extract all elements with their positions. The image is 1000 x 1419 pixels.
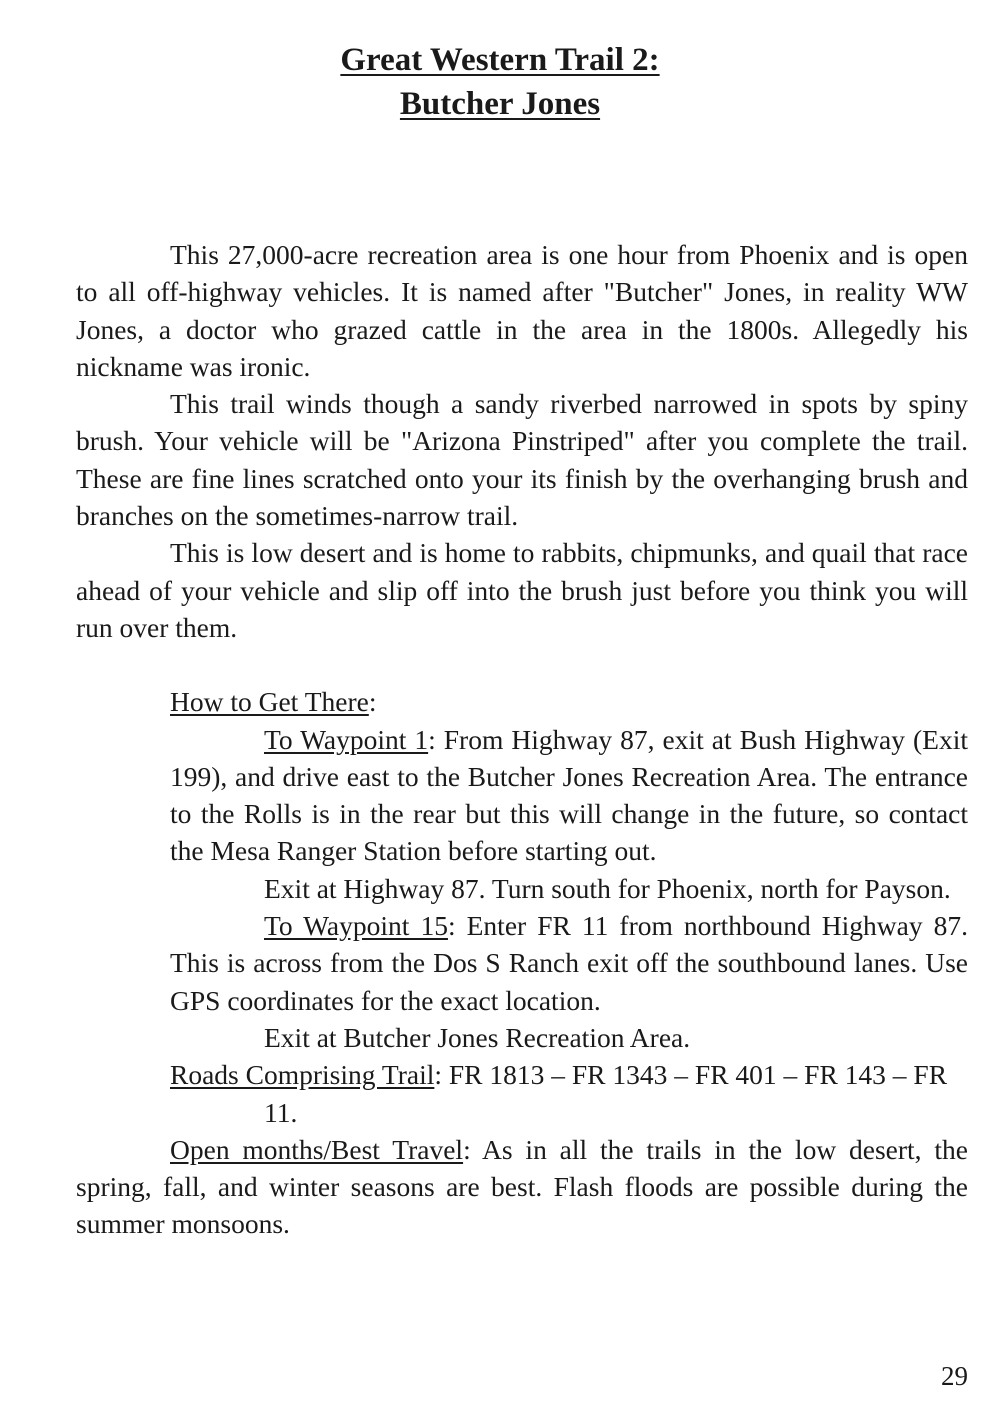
how-to-heading-label: How to Get There (170, 686, 369, 718)
how-to-heading (170, 683, 968, 720)
open-months-text: : As in all the trails in the low desert, the spring, fall, and winter seasons are best. Flash floods are possible during the summer monsoons. (76, 1133, 969, 1240)
waypoint-15-exit: Exit at Butcher Jones Recreation Area. (264, 1021, 691, 1053)
waypoint-15-directions (170, 907, 968, 1019)
page-title (0, 38, 1000, 126)
waypoint-1-directions (170, 721, 968, 870)
roads-text: : FR 1813 – FR 1343 – FR 401 – FR 143 – FR 11. (264, 1059, 948, 1128)
paragraph-wildlife: This is low desert and is home to rabbits, chipmunks, and quail that race ahead of your vehicle and slip off into the brush just before you think you will run over them. (76, 537, 968, 643)
spacer (76, 646, 968, 683)
roads-label: Roads Comprising Trail (170, 1059, 435, 1091)
paragraph-trail: This trail winds though a sandy riverbed narrowed in spots by spiny brush. Your vehicle will be "Arizona Pinstriped" after you complete the trail. These are fine lines scratched onto your its finish by the overhanging brush and branches on the sometimes-narrow trail. (76, 388, 968, 532)
title-line-2: Butcher Jones (399, 86, 601, 122)
paragraph-intro: This 27,000-acre recreation area is one hour from Phoenix and is open to all off-highway vehicles. It is named after "Butcher" Jones, in reality WW Jones, a doctor who grazed cattle in the area in the 1800s. Allegedly his nickname was ironic. (76, 239, 968, 382)
open-months (76, 1131, 968, 1243)
page-number: 29 (941, 1361, 968, 1391)
open-months-label: Open months/Best Travel (170, 1133, 464, 1165)
waypoint-15-label: To Waypoint 15 (264, 910, 448, 942)
title-line-1: Great Western Trail 2: (340, 42, 660, 78)
body-text (76, 236, 968, 1243)
how-to-heading-colon: : (368, 686, 377, 718)
waypoint-1-exit: Exit at Highway 87. Turn south for Phoenix, north for Payson. (264, 872, 951, 904)
waypoint-1-text: : From Highway 87, exit at Bush Highway (Exit 199), and drive east to the Butcher Jones Recreation Area. The entrance to the Rolls is in the rear but this will change in the future, so contact the Mesa Ranger Station before starting out. (170, 723, 968, 867)
roads-comprising-trail (170, 1056, 968, 1131)
waypoint-1-label: To Waypoint 1 (264, 723, 429, 755)
waypoint-15-text: : Enter FR 11 from northbound Highway 87. This is across from the Dos S Ranch exit off the southbound lanes. Use GPS coordinates for the exact location. (170, 910, 968, 1016)
